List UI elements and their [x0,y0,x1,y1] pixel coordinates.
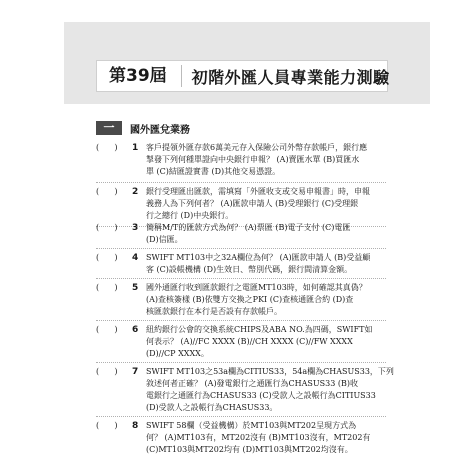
question-text [146,420,386,456]
question-text [146,186,386,222]
exam-title: 初階外匯人員專業能力測驗 [191,67,390,87]
question-line: 何表示？ (A)//FC XXXX (B)//CH XXXX (C)//FW XXXX [146,337,353,346]
question-item [96,324,386,360]
question-line: 客 (C)設帳機構 (D)生效日、幣別代碼，銀行間清算金額。 [146,265,353,274]
question-divider [96,182,386,183]
question-line: 敘述何者正確？ (A)發電銀行之通匯行為CHASUS33 (B)收 [146,379,358,388]
question-divider [96,278,386,279]
question-item [96,142,386,178]
question-line: 義務人為下列何者？ (A)匯款申請人 (B)受理銀行 (C)受理銀 [146,199,359,208]
question-number: 3 [132,223,139,233]
question-item [96,420,386,456]
question-text [146,282,386,318]
question-line: (D)//CP XXXX。 [146,349,209,358]
question-text [146,222,386,246]
question-divider [96,320,386,321]
question-line: (D)信匯。 [146,235,183,244]
answer-slot[interactable]: ( ) [96,283,118,292]
question-text [146,252,386,276]
question-number: 7 [132,367,139,377]
question-number: 5 [132,283,139,293]
answer-slot[interactable]: ( ) [96,367,118,376]
question-line: 銀行受理匯出匯款，需填寫「外匯收支或交易申報書」時，申報 [146,187,370,196]
question-divider [96,416,386,417]
question-line: 簡稱M/T的匯款方式為何？ (A)票匯 (B)電子支付 (C)電匯 [146,223,351,232]
question-number: 6 [132,325,139,335]
question-line: 客戶提領外匯存款6萬美元存入保險公司外幣存款帳戶，銀行應 [146,143,368,152]
question-number: 8 [132,421,139,431]
question-item [96,186,386,222]
question-line: 單 (C)結匯證實書 (D)其他交易憑證。 [146,167,281,176]
exam-number: 第39屆 [97,65,182,87]
answer-slot[interactable]: ( ) [96,187,118,196]
question-text [146,324,386,360]
answer-slot[interactable]: ( ) [96,223,118,232]
question-line: 紐約銀行公會的交換系統CHIPS及ABA NO.為四碼，SWIFT如 [146,325,373,334]
section-title: 國外匯兌業務 [130,124,190,136]
question-divider [96,362,386,363]
question-item [96,282,386,318]
exam-title-bar [96,60,388,92]
question-line: (D)受款人之設帳行為CHASUS33。 [146,403,278,412]
section-heading [96,120,386,136]
answer-slot[interactable]: ( ) [96,143,118,152]
question-line: (C)MT103與MT202均有 (D)MT103與MT202均沒有。 [146,445,353,454]
question-number: 2 [132,187,139,197]
question-line: SWIFT 58欄（受益機構）於MT103與MT202呈現方式為 [146,421,357,430]
question-number: 4 [132,253,139,263]
question-line: SWIFT MT103之53a欄為CITIUS33，54a欄為CHASUS33，下列 [146,367,394,376]
question-line: 核匯款銀行在本行是否設有存款帳戶。 [146,307,282,316]
question-line: 國外通匯行收到匯款銀行之電匯MT103時，如何確認其真偽？ [146,283,367,292]
question-line: 行之總行 (D)中央銀行。 [146,211,234,220]
question-text [146,366,394,414]
question-line: 電銀行之通匯行為CHASUS33 (C)受款人之設帳行為CITIUS33 [146,391,376,400]
question-line: SWIFT MT103中之32A欄位為何？ (A)匯款申請人 (B)受益顧 [146,253,371,262]
section-tag: 一 [96,121,122,135]
question-line: 何？ (A)MT103有，MT202沒有 (B)MT103沒有，MT202有 [146,433,371,442]
question-line: 掣發下列何種單證向中央銀行申報？ (A)賣匯水單 (B)買匯水 [146,155,360,164]
question-line: (A)查核簽樣 (B)依雙方交換之PKI (C)查核通匯合約 (D)查 [146,295,354,304]
answer-slot[interactable]: ( ) [96,421,118,430]
question-text [146,142,386,178]
question-number: 1 [132,143,139,153]
question-item [96,366,394,414]
answer-slot[interactable]: ( ) [96,325,118,334]
answer-slot[interactable]: ( ) [96,253,118,262]
question-item [96,252,386,276]
question-item [96,222,386,246]
question-divider [96,248,386,249]
